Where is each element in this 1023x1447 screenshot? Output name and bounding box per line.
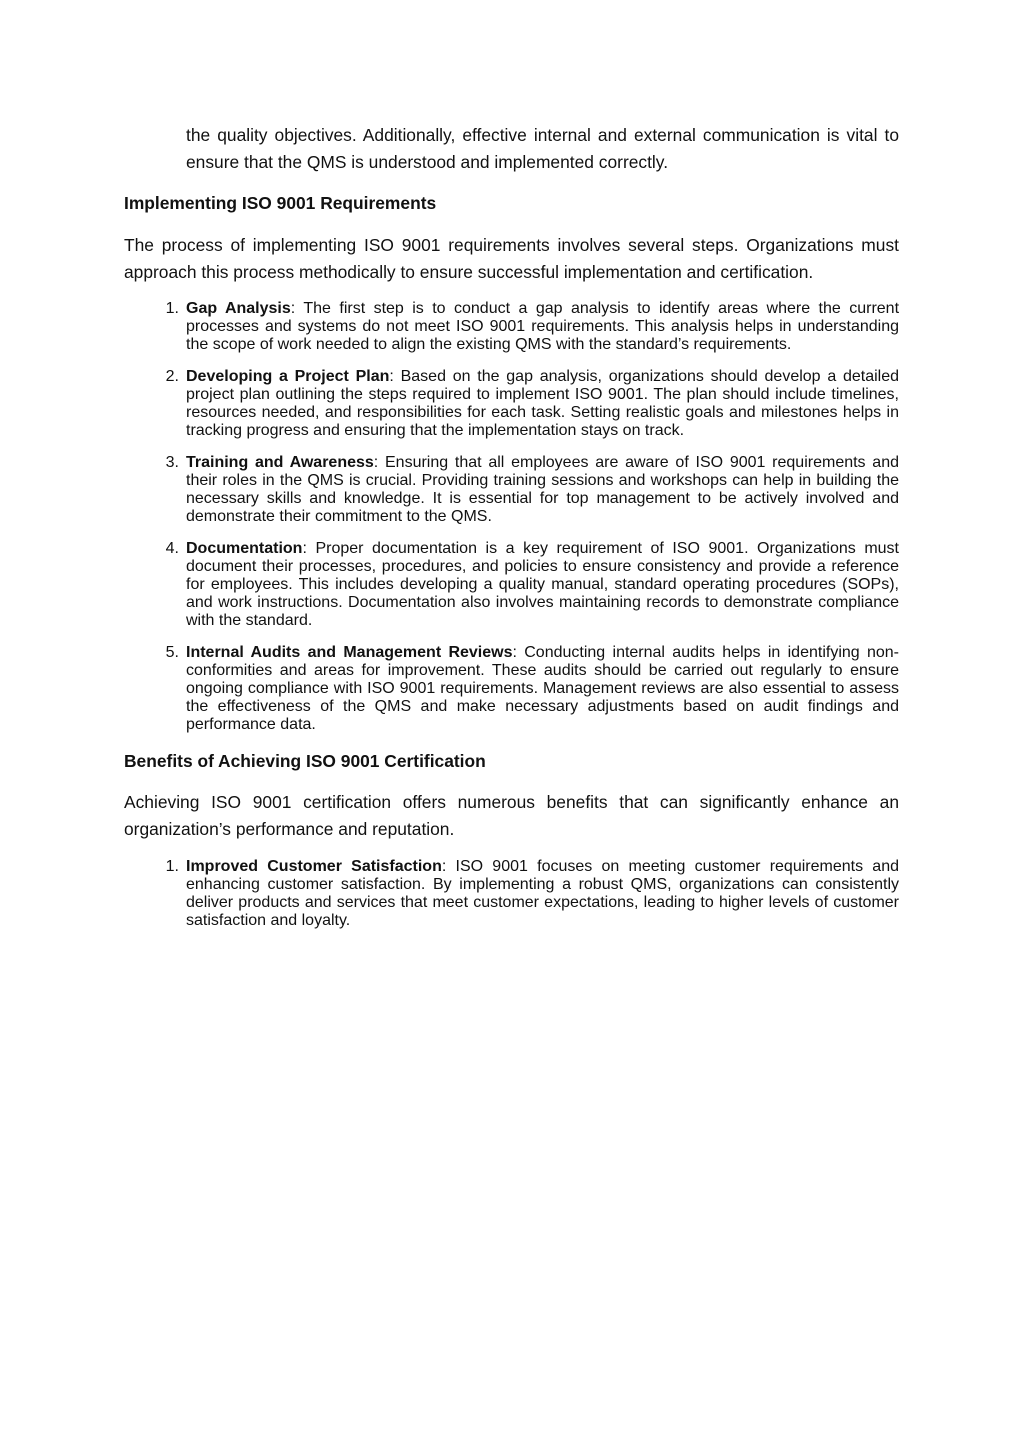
continued-paragraph: the quality objectives. Additionally, effective internal and external communication is vital to ensure that the QMS is understood and implemented correctly. xyxy=(186,125,899,173)
list-item-term: Training and Awareness xyxy=(186,454,374,472)
document-page xyxy=(124,122,899,930)
list-item-term: Internal Audits and Management Reviews xyxy=(186,644,513,662)
list-item-text: : Proper documentation is a key requirement of ISO 9001. Organizations must document their processes, procedures, and policies to ensure consistency and provide a reference for employees. This includes developing a quality manual, standard operating procedures (SOPs), and work instructions. Documentation also involves maintaining records to demonstrate compliance with the standard. xyxy=(186,540,899,630)
list-item xyxy=(124,540,899,630)
list-number: 1. xyxy=(165,300,179,318)
list-item xyxy=(124,644,899,734)
section-heading-benefits: Benefits of Achieving ISO 9001 Certification xyxy=(124,751,486,772)
list-item xyxy=(124,368,899,440)
list-item xyxy=(124,300,899,354)
list-number: 1. xyxy=(165,857,179,875)
list-item-text: : The first step is to conduct a gap analysis to identify areas where the current processes and systems do not meet ISO 9001 requirements. This analysis helps in understanding the scope of work needed to align the existing QMS with the standard’s requirements. xyxy=(186,300,900,354)
implementation-steps-list xyxy=(124,300,899,734)
list-item xyxy=(124,858,899,930)
list-number: 5. xyxy=(165,644,179,662)
list-item-text: : Based on the gap analysis, organizations should develop a detailed project plan outlining the steps required to implement ISO 9001. The plan should include timelines, resources needed, and responsibilities for each task. Setting realistic goals and milestones helps in tracking progress and ensuring that the implementation stays on track. xyxy=(186,368,900,440)
list-item-term: Documentation xyxy=(186,540,303,558)
list-number: 3. xyxy=(165,454,179,472)
section-heading-implementing: Implementing ISO 9001 Requirements xyxy=(124,193,437,214)
list-item-term: Developing a Project Plan xyxy=(186,368,390,386)
list-item xyxy=(124,454,899,526)
list-item-text: : Ensuring that all employees are aware of ISO 9001 requirements and their roles in the QMS is crucial. Providing training sessions and workshops can help in building the necessary skills and knowledge. It is essential for top management to be actively involved and demonstrate their commitment to the QMS. xyxy=(186,454,900,526)
section-intro-benefits: Achieving ISO 9001 certification offers numerous benefits that can significantly enhance an organization’s performance and reputation. xyxy=(124,792,899,840)
benefits-list xyxy=(124,858,899,930)
list-item-text: : ISO 9001 focuses on meeting customer requirements and enhancing customer satisfaction. By implementing a robust QMS, organizations can consistently deliver products and services that meet customer expectations, leading to higher levels of customer satisfaction and loyalty. xyxy=(186,857,899,929)
list-number: 4. xyxy=(165,540,179,558)
list-item-term: Improved Customer Satisfaction xyxy=(186,857,442,875)
list-number: 2. xyxy=(165,368,179,386)
section-intro-implementing: The process of implementing ISO 9001 requirements involves several steps. Organizations must approach this process methodically to ensure successful implementation and certification. xyxy=(124,234,899,282)
list-item-term: Gap Analysis xyxy=(186,300,291,318)
list-item-text: : Conducting internal audits helps in identifying non-conformities and areas for improvement. These audits should be carried out regularly to ensure ongoing compliance with ISO 9001 requirements. Management reviews are also essential to assess the effectiveness of the QMS and make necessary adjustments based on audit findings and performance data. xyxy=(186,644,900,734)
